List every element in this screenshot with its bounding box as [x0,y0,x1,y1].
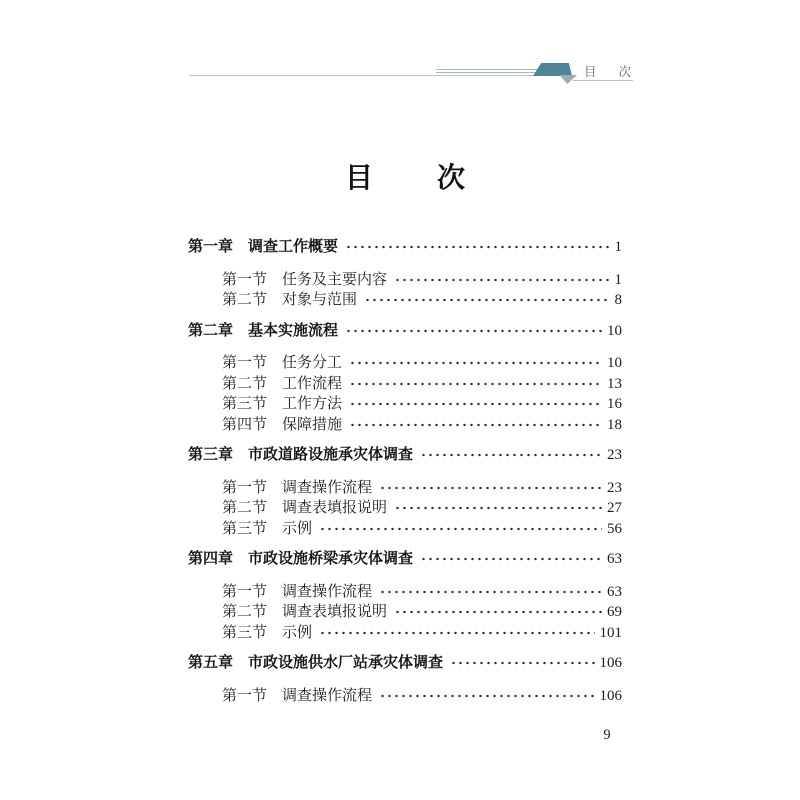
header-rule-thin-top [436,69,546,70]
toc-section-row [188,602,622,623]
dot-leader [420,448,602,462]
dot-leader [394,273,609,287]
toc-section-row [188,353,622,374]
toc-section-row [188,519,622,540]
section-title: 示例 [282,624,313,641]
toc-chapter-row [188,549,622,570]
section-title: 工作方法 [282,396,343,412]
dot-leader [420,552,602,566]
page-ref: 63 [607,583,622,600]
section-title: 保障措施 [282,416,343,433]
section-title: 对象与范围 [282,292,358,308]
toc-section-row [188,374,622,395]
dot-leader [379,585,602,599]
section-label: 第四节 [222,416,268,433]
page-ref: 16 [607,396,622,412]
dot-leader [345,324,602,338]
section-label: 第三节 [222,396,268,412]
section-title: 调查表填报说明 [282,500,388,516]
table-of-contents [188,227,622,706]
page-ref: 18 [607,416,622,433]
section-title: 工作流程 [282,375,343,392]
section-label: 第二节 [222,500,268,516]
page-ref: 23 [607,479,622,496]
dot-leader [394,501,602,515]
page-ref: 1 [614,271,622,288]
section-label: 第一节 [222,687,268,704]
section-title: 任务分工 [282,355,343,371]
section-title: 示例 [282,520,313,537]
toc-section-row [188,478,622,499]
page-ref: 10 [607,355,622,371]
page-ref: 63 [607,551,622,567]
dot-leader [349,397,602,411]
page-title [188,161,622,195]
page-title-char-2: 次 [437,162,466,193]
chapter-label: 第二章 [188,321,234,339]
toc-section-row [188,498,622,519]
toc-chapter-row [188,445,622,466]
page-ref: 13 [607,375,622,392]
chapter-title: 市政设施供水厂站承灾体调查 [248,654,444,671]
running-header-char-1: 目 [584,65,597,79]
header-rule-thin-bottom [436,72,546,73]
dot-leader [345,240,609,254]
section-label: 第三节 [222,624,268,641]
toc-section-row [188,623,622,644]
toc-chapter-row [188,237,622,258]
page-title-char-1: 目 [344,162,373,193]
section-title: 调查操作流程 [282,583,373,600]
section-label: 第二节 [222,292,268,308]
toc-section-row [188,686,622,707]
dot-leader [319,626,594,640]
dot-leader [379,689,594,703]
section-title: 调查表填报说明 [282,604,388,620]
dot-leader [349,377,602,391]
dot-leader [364,293,609,307]
dot-leader [349,356,602,370]
chapter-label: 第五章 [188,654,234,671]
section-title: 任务及主要内容 [282,271,388,288]
section-label: 第一节 [222,355,268,371]
page-ref: 1 [614,239,622,255]
chapter-title: 市政设施桥梁承灾体调查 [248,550,414,567]
toc-chapter-row [188,321,622,342]
dot-leader [349,418,602,432]
page-ref: 106 [599,687,622,704]
chapter-label: 第四章 [188,550,234,567]
section-label: 第三节 [222,520,268,537]
chapter-title: 调查工作概要 [248,238,339,255]
toc-section-row [188,582,622,603]
header-rule-long [189,75,554,76]
section-label: 第一节 [222,271,268,288]
page-ref: 23 [607,447,622,463]
page-number: 9 [603,727,611,743]
page-ref: 8 [614,292,622,308]
section-title: 调查操作流程 [282,479,373,496]
ribbon-accent-icon [533,63,572,76]
toc-chapter-row [188,653,622,674]
toc-section-row [188,270,622,291]
chapter-title: 基本实施流程 [248,321,339,339]
dot-leader [394,605,602,619]
dot-leader [319,522,602,536]
section-label: 第一节 [222,479,268,496]
section-label: 第二节 [222,375,268,392]
dot-leader [450,656,594,670]
page-ref: 56 [607,520,622,537]
page-ref: 69 [607,604,622,620]
page-ref: 101 [599,624,622,641]
page-ref: 27 [607,500,622,516]
dot-leader [379,481,602,495]
page-ref: 10 [607,322,622,339]
section-label: 第一节 [222,583,268,600]
chapter-label: 第一章 [188,238,234,255]
running-header-char-2: 次 [618,65,632,79]
chapter-label: 第三章 [188,446,234,463]
section-label: 第二节 [222,604,268,620]
page-ref: 106 [599,655,622,671]
toc-section-row [188,415,622,436]
chapter-title: 市政道路设施承灾体调查 [248,446,414,463]
section-title: 调查操作流程 [282,687,373,704]
running-header-title [584,64,631,80]
toc-section-row [188,290,622,311]
header-rule-under-title [573,80,633,81]
toc-section-row [188,394,622,415]
